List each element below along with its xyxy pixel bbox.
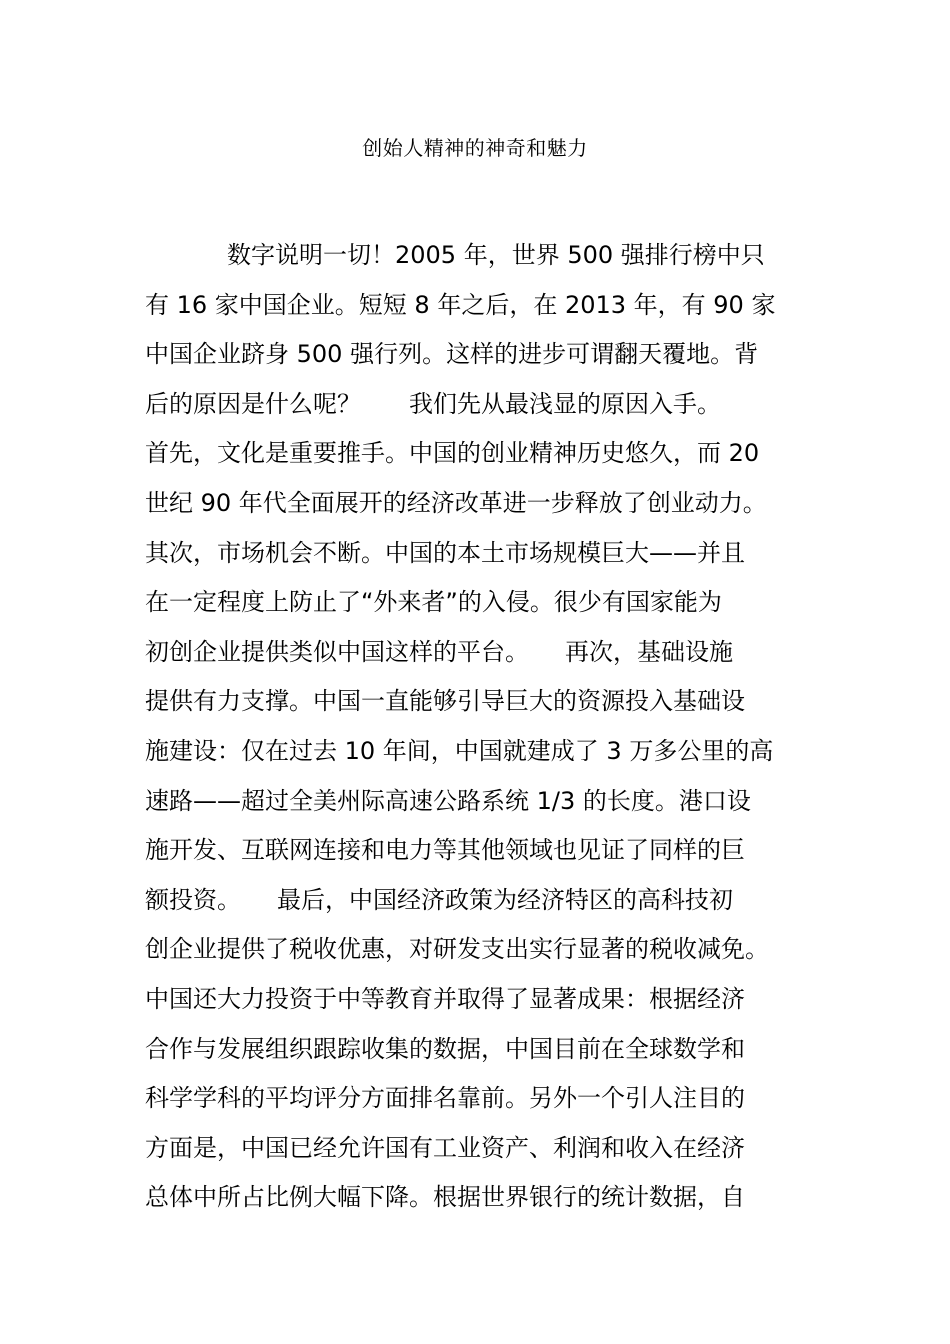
body-line: 其次，市场机会不断。中国的本土市场规模巨大——并且 [145, 538, 745, 567]
document-title: 创始人精神的神奇和魅力 [362, 136, 588, 160]
body-line: 提供有力支撑。中国一直能够引导巨大的资源投入基础设 [145, 687, 745, 716]
body-line: 在一定程度上防止了“外来者”的入侵。很少有国家能为 [145, 588, 722, 617]
body-line: 速路——超过全美州际高速公路系统 1/3 的长度。港口设 [145, 786, 751, 815]
body-line: 合作与发展组织跟踪收集的数据，中国目前在全球数学和 [145, 1034, 745, 1063]
body-line: 中国企业跻身 500 强行列。这样的进步可谓翻天覆地。背 [145, 340, 759, 369]
body-line: 施建设：仅在过去 10 年间，中国就建成了 3 万多公里的高 [145, 736, 774, 765]
document-body [145, 231, 810, 1223]
body-line: 方面是，中国已经允许国有工业资产、利润和收入在经济 [145, 1133, 745, 1162]
body-line: 中国还大力投资于中等教育并取得了显著成果：根据经济 [145, 984, 745, 1013]
body-line: 创企业提供了税收优惠，对研发支出实行显著的税收减免。 [145, 935, 769, 964]
body-line: 数字说明一切！2005 年，世界 500 强排行榜中只 [227, 241, 765, 269]
body-line: 初创企业提供类似中国这样的平台。 再次，基础设施 [145, 637, 733, 666]
body-line: 总体中所占比例大幅下降。根据世界银行的统计数据，自 [145, 1183, 745, 1212]
body-line: 首先，文化是重要推手。中国的创业精神历史悠久，而 20 [145, 439, 760, 468]
body-line: 施开发、互联网连接和电力等其他领域也见证了同样的巨 [145, 836, 745, 865]
body-line: 有 16 家中国企业。短短 8 年之后，在 2013 年，有 90 家 [145, 290, 776, 319]
body-line: 科学学科的平均评分方面排名靠前。另外一个引人注目的 [145, 1084, 745, 1113]
body-line: 额投资。 最后，中国经济政策为经济特区的高科技初 [145, 885, 733, 914]
body-line: 世纪 90 年代全面展开的经济改革进一步释放了创业动力。 [145, 488, 767, 517]
body-line: 后的原因是什么呢？ 我们先从最浅显的原因入手。 [145, 389, 721, 418]
